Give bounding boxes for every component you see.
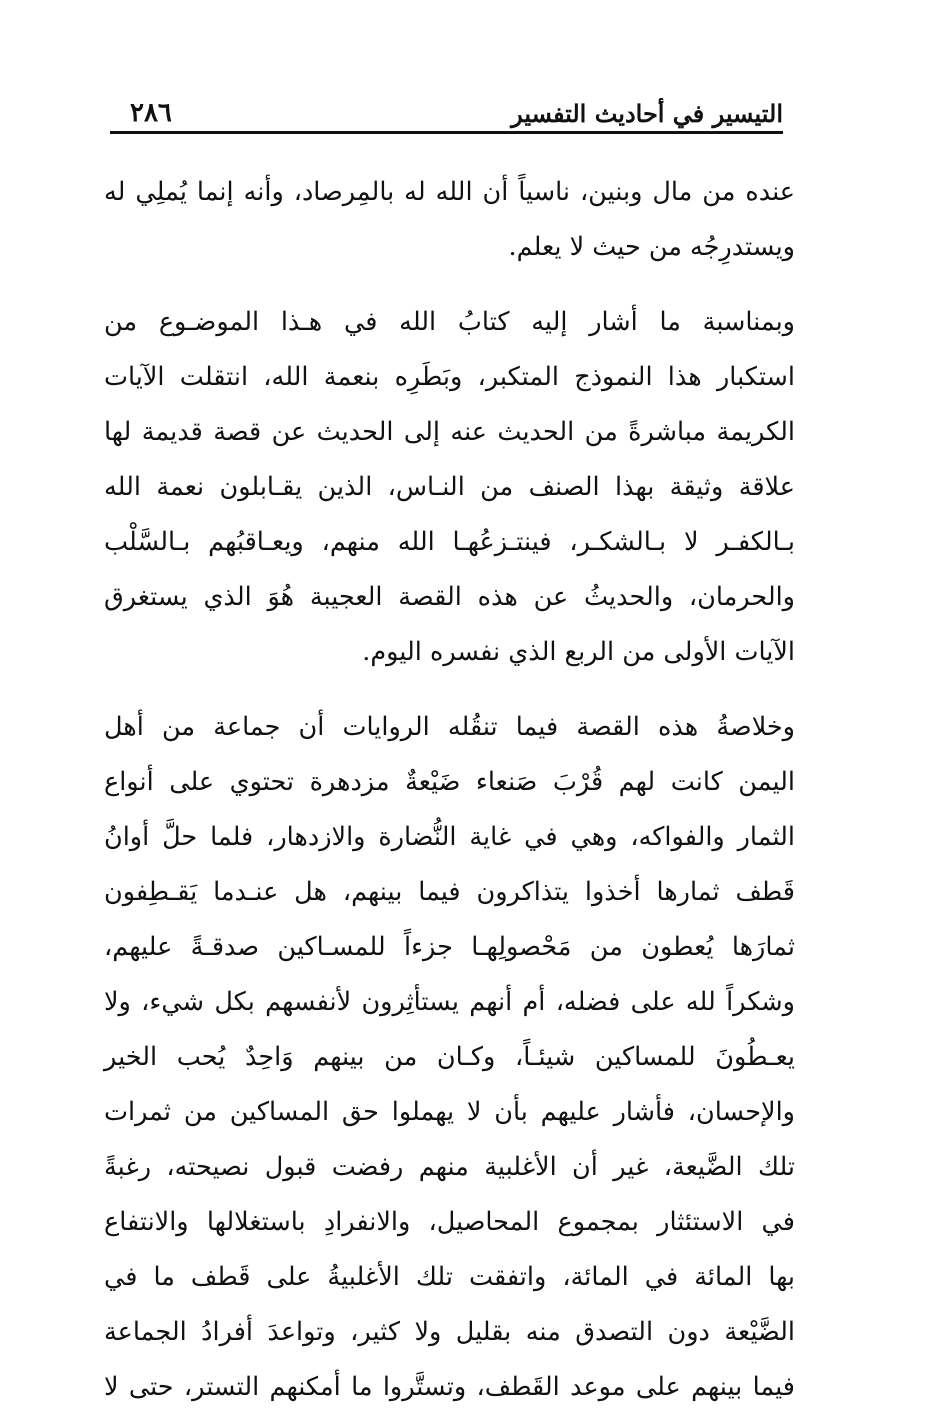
text-line: الآيات الأولى من الربع الذي نفسره اليوم. <box>362 637 795 667</box>
text-line: يعـطُونَ للمساكين شيئـاً، وكـان من بينهم وَاحِدٌ يُحب الخير <box>104 1042 795 1072</box>
text-line: وشكراً لله على فضله، أم أنهم يستأثِرون لأنفسهم بكل شيء، ولا <box>104 987 795 1017</box>
text-line: علاقة وثيقة بهذا الصنف من النـاس، الذين يقـابلون نعمة الله <box>104 472 795 502</box>
text-line: عنده من مال وبنين، ناسياً أن الله له بالمِرصاد، وأنه إنما يُملِي له <box>104 177 795 207</box>
paragraph-3 <box>104 700 795 1415</box>
text-line: الكريمة مباشرةً من الحديث عنه إلى الحديث عن قصة قديمة لها <box>104 417 795 447</box>
running-title: التيسير في أحاديث التفسير <box>511 99 783 128</box>
text-line: ويستدرِجُه من حيث لا يعلم. <box>508 232 795 262</box>
text-line: والإحسان، فأشار عليهم بأن لا يهملوا حق المساكين من ثمرات <box>104 1097 795 1127</box>
running-header <box>110 88 783 128</box>
text-line: في الاستئثار بمجموع المحاصيل، والانفرادِ باستغلالها والانتفاع <box>104 1207 795 1237</box>
text-line: استكبار هذا النموذج المتكبر، وبَطَرِه بنعمة الله، انتقلت الآيات <box>104 362 795 392</box>
text-line: بها المائة في المائة، واتفقت تلك الأغلبيةُ على قَطف ما في <box>104 1262 795 1292</box>
header-divider <box>110 131 783 134</box>
text-line: وخلاصةُ هذه القصة فيما تنقُله الروايات أن جماعة من أهل <box>104 712 795 742</box>
text-line: قَطف ثمارها أخذوا يتذاكرون فيما بينهم، هل عنـدما يَقـطِفون <box>104 877 795 907</box>
text-line: الضَّيْعة دون التصدق منه بقليل ولا كثير، وتواعدَ أفرادُ الجماعة <box>104 1317 795 1347</box>
text-line: فيما بينهم على موعد القَطف، وتستَّروا ما أمكنهم التستر، حتى لا <box>104 1372 795 1402</box>
text-line: تلك الضَّيعة، غير أن الأغلبية منهم رفضت قبول نصيحته، رغبةً <box>104 1152 795 1182</box>
text-line: ثمارَها يُعطون من مَحْصولِهـا جزءاً للمسـاكين صدقـةً عليهم، <box>104 932 795 962</box>
page-number: ٢٨٦ <box>130 98 172 128</box>
paragraph-2 <box>104 295 795 680</box>
text-line: الثمار والفواكه، وهي في غاية النُّضارة والازدهار، فلما حلَّ أوانُ <box>104 822 795 852</box>
paragraph-1 <box>104 165 795 275</box>
text-line: وبمناسبة ما أشار إليه كتابُ الله في هـذا الموضـوع من <box>104 307 795 337</box>
body-text <box>104 165 795 1415</box>
text-line: والحرمان، والحديثُ عن هذه القصة العجيبة هُوَ الذي يستغرق <box>104 582 795 612</box>
text-line: بـالكفـر لا بـالشكـر، فينتـزعُهـا الله منهم، ويعـاقبُهم بـالسَّلْب <box>104 527 795 557</box>
text-line: اليمن كانت لهم قُرْبَ صَنعاء ضَيْعةٌ مزدهرة تحتوي على أنواع <box>104 767 795 797</box>
